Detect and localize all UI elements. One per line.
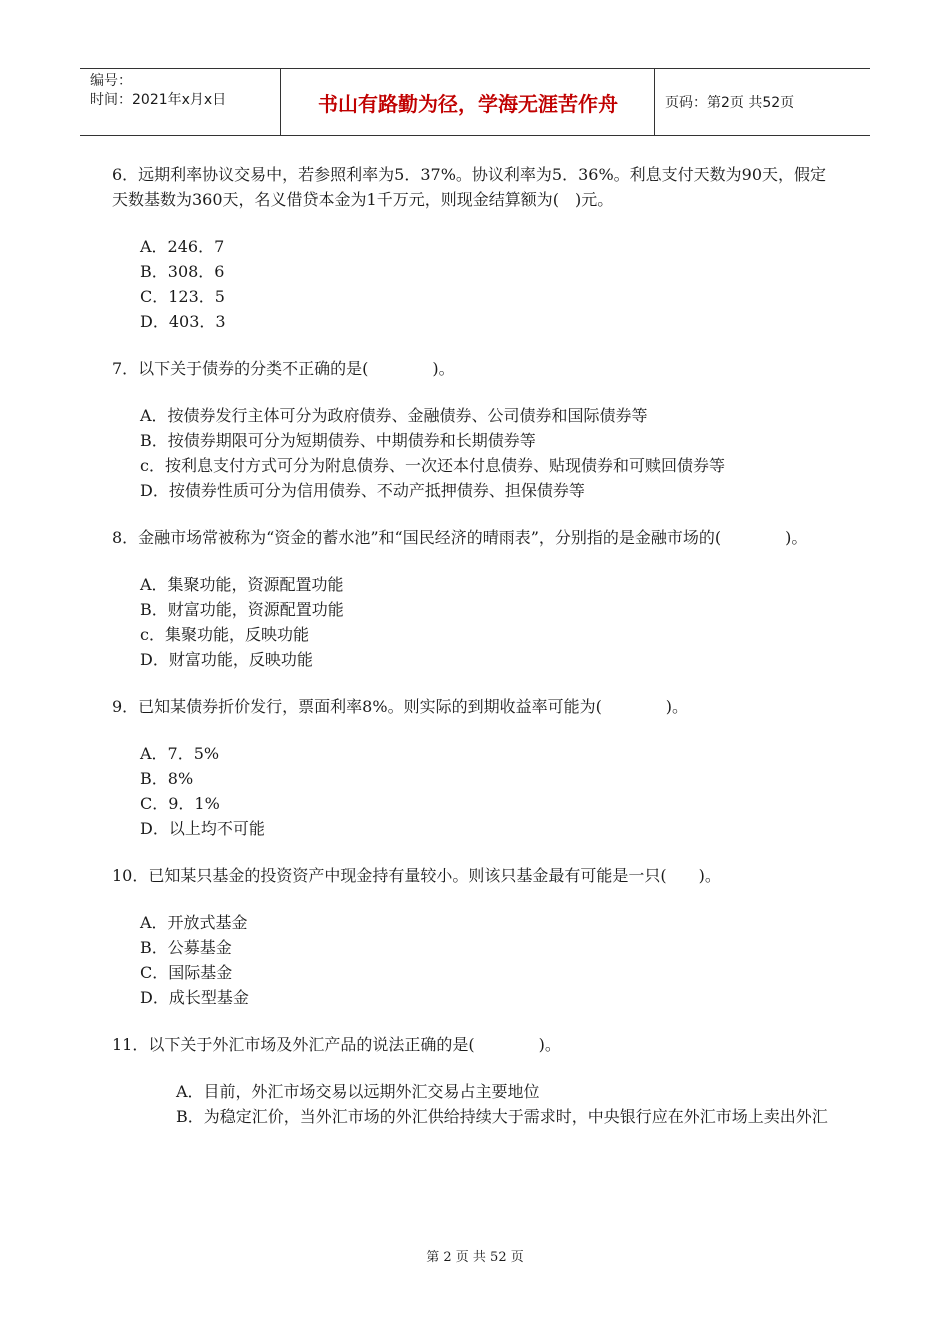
question-10	[112, 863, 834, 1010]
option-a: A．246．7	[140, 237, 225, 256]
option-c: C．9．1%	[140, 794, 220, 813]
time-label: 时间：2021年x月x日	[90, 92, 227, 108]
option-c: c．集聚功能，反映功能	[140, 625, 309, 644]
question-stem: 9．已知某债券折价发行，票面利率8%。则实际的到期收益率可能为( )。	[112, 697, 689, 716]
option-d: D．以上均不可能	[140, 819, 265, 838]
question-7	[112, 356, 834, 503]
question-6	[112, 162, 834, 334]
question-11	[112, 1032, 834, 1129]
option-b: B．按债券期限可分为短期债券、中期债券和长期债券等	[140, 431, 536, 450]
number-label: 编号：	[90, 73, 132, 89]
option-b: B．为稳定汇价，当外汇市场的外汇供给持续大于需求时，中央银行应在外汇市场上卖出外汇	[176, 1107, 828, 1126]
option-a: A．目前，外汇市场交易以远期外汇交易占主要地位	[176, 1082, 540, 1101]
question-8	[112, 525, 834, 672]
page-header	[80, 68, 870, 136]
question-stem: 11．以下关于外汇市场及外汇产品的说法正确的是( )。	[112, 1035, 561, 1054]
question-stem: 7．以下关于债券的分类不正确的是( )。	[112, 359, 455, 378]
option-c: C．国际基金	[140, 963, 233, 982]
header-page-info: 页码：第2页 共52页	[665, 95, 795, 111]
option-b: B．308．6	[140, 262, 225, 281]
option-d: D．成长型基金	[140, 988, 249, 1007]
option-b: B．8%	[140, 769, 194, 788]
option-d: D．按债券性质可分为信用债券、不动产抵押债券、担保债券等	[140, 481, 585, 500]
question-stem: 8．金融市场常被称为“资金的蓄水池”和“国民经济的晴雨表”，分别指的是金融市场的( )。	[112, 528, 808, 547]
page-footer: 第 2 页 共 52 页	[426, 1250, 524, 1265]
option-b: B．财富功能，资源配置功能	[140, 600, 344, 619]
option-a: A．集聚功能，资源配置功能	[140, 575, 344, 594]
header-motto: 书山有路勤为径，学海无涯苦作舟	[282, 69, 655, 135]
question-stem: 10．已知某只基金的投资资产中现金持有量较小。则该只基金最有可能是一只( )。	[112, 866, 721, 885]
option-a: A．按债券发行主体可分为政府债券、金融债券、公司债券和国际债券等	[140, 406, 648, 425]
option-c: c．按利息支付方式可分为附息债券、一次还本付息债券、贴现债券和可赎回债券等	[140, 456, 725, 475]
header-meta-cell	[80, 69, 281, 135]
option-c: C．123．5	[140, 287, 225, 306]
option-a: A．开放式基金	[140, 913, 248, 932]
question-9	[112, 694, 834, 841]
question-list	[112, 162, 834, 1151]
question-stem: 6．远期利率协议交易中，若参照利率为5．37%。协议利率为5．36%。利息支付天数为90天，假定天数基数为360天，名义借贷本金为1千万元，则现金结算额为( )元。	[112, 165, 827, 209]
option-b: B．公募基金	[140, 938, 232, 957]
option-d: D．财富功能，反映功能	[140, 650, 313, 669]
option-a: A．7．5%	[140, 744, 220, 763]
option-d: D．403．3	[140, 312, 226, 331]
